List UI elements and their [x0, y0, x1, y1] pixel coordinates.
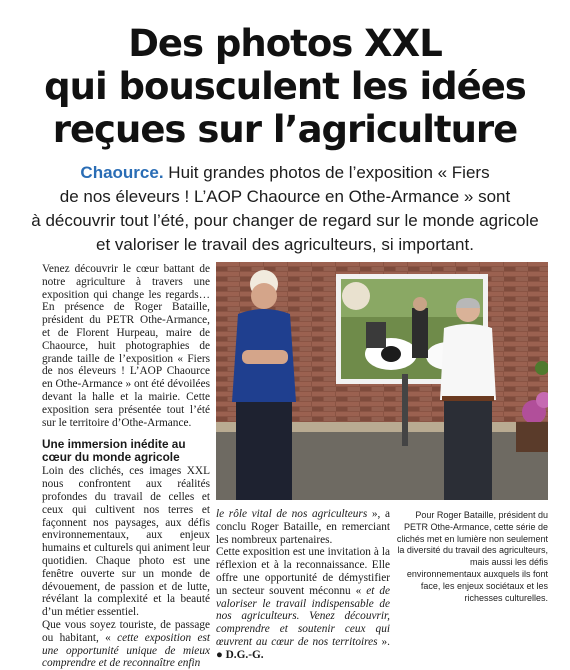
standfirst-line-3: à découvrir tout l’été, pour changer de regard sur le monde agricole — [31, 211, 539, 230]
intro-paragraph: Venez découvrir le cœur battant de notre agriculture à travers une exposition qui change les regards… En présence de Roger Bataille, président du PETR Othe-Armance, et de Florent Hurpeau, maire de Chaource, huit photographies de grande taille de l’exposition « Fiers de nos éleveurs ! L’AOP Chaource en Othe-Armance » ont été dévoilées devant la halle et la mairie. Cette exposition sera présentée tout l’été sur le territoire d’Othe-Armance. — [42, 263, 210, 429]
headline-line-1: Des photos XXL — [128, 22, 442, 65]
photo-caption: Pour Roger Bataille, président du PETR Othe-Armance, cette série de clichés met en lumière non seulement la diversité du travail des agriculteurs, mais aussi les défis environnementaux auxquels ils font face, les enjeux sociétaux et les richesses culturelles. — [396, 510, 548, 603]
article-column-1 — [42, 263, 210, 670]
standfirst-line-2: de nos éleveurs ! L’AOP Chaource en Othe-Armance » sont — [59, 187, 511, 206]
man-right-trousers — [444, 401, 492, 500]
man-left-head — [251, 283, 277, 309]
standfirst-line-1: Huit grandes photos de l’exposition « Fiers — [163, 163, 490, 182]
headline — [0, 22, 570, 151]
article-column-2 — [216, 508, 390, 662]
body-paragraph-1: Loin des clichés, ces images XXL nous confrontent aux réalités profondes du travail de celles et ceux qui cultivent nos terres et façonnent nos paysages, aux défis environnementaux, aux enjeux humains et culturels qui animent leur quotidien. Chaque photo est une fenêtre ouverte sur un monde de dévouement, de passion et de lutte, révélant la complexité et la beauté d’un métier essentiel. — [42, 465, 210, 619]
article-subhead: Une immersion inédite au cœur du monde agricole — [42, 437, 186, 464]
quote-2: et de valoriser le travail indispensable de nos agriculteurs. Venez découvrir, comprendre et soutenir ceux qui œuvrent au cœur de nos territoires — [216, 584, 390, 648]
quote-part-1: cette exposition est une opportunité unique de mieux comprendre et de reconnaître enfin — [42, 631, 210, 670]
poster-logo — [342, 282, 370, 310]
headline-line-2: qui bousculent les idées — [44, 65, 526, 108]
headline-line-3: reçues sur l’agriculture — [52, 108, 518, 151]
body-paragraph-3: Cette exposition est une invitation à la réflexion et à la reconnaissance. Elle offre une opportunité de démystifier un secteur souvent méconnu « et de valoriser le travail indispensable de nos agriculteurs. Venez découvrir, comprendre et soutenir ceux qui œuvrent au cœur de nos territoires ». ● D.G.-G. — [216, 546, 391, 661]
man-left-trousers — [236, 402, 292, 500]
kicker-location: Chaource. — [80, 163, 164, 182]
man-right-shirt — [440, 324, 496, 400]
standfirst — [0, 161, 570, 257]
poster-stand — [402, 374, 408, 446]
quote-part-2: le rôle vital de nos agriculteurs — [216, 508, 368, 520]
standfirst-line-4: et valoriser le travail des agriculteurs, si important. — [96, 235, 474, 254]
photo-image — [216, 262, 548, 500]
author-signature: ● D.G.-G. — [216, 648, 264, 661]
body-paragraph-2: Que vous soyez touriste, de passage ou habitant, « cette exposition est une opportunité unique de mieux comprendre et de reconnaître enfin — [42, 618, 210, 670]
body-paragraph-2-continued: le rôle vital de nos agriculteurs », a conclu Roger Bataille, en remerciant les nombreux partenaires. — [216, 508, 390, 546]
article-photo — [216, 262, 548, 500]
